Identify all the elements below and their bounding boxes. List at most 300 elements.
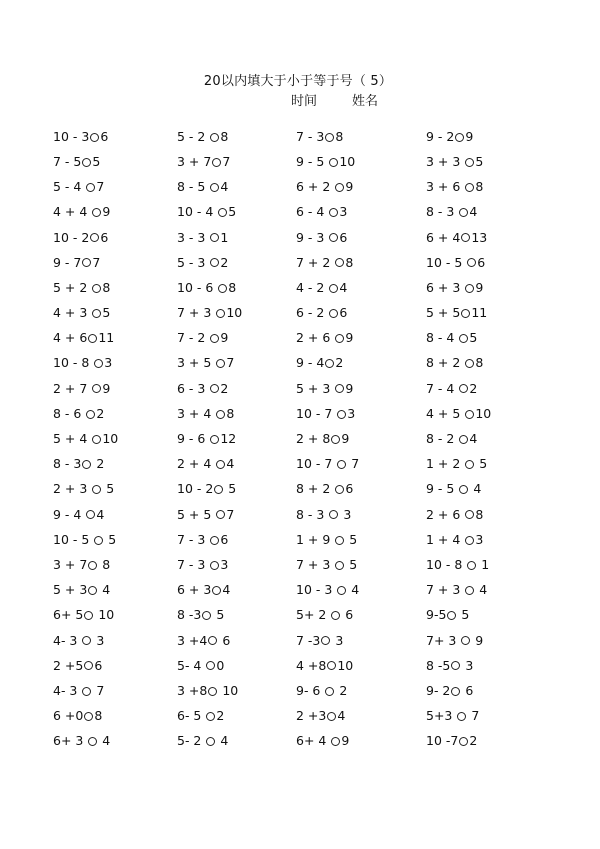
problem-cell xyxy=(177,709,296,723)
answer-circle[interactable] xyxy=(461,309,470,318)
compare-value: 3 xyxy=(347,405,356,421)
problem-expression: 6 +0 xyxy=(53,708,84,724)
answer-circle[interactable] xyxy=(329,510,338,519)
problem-expression: 5 - 2 xyxy=(177,128,210,144)
compare-value: 2 xyxy=(469,380,478,396)
problem-expression: 6 - 3 xyxy=(177,380,210,396)
compare-value: 9 xyxy=(102,380,111,396)
answer-circle[interactable] xyxy=(210,233,219,242)
answer-circle[interactable] xyxy=(216,410,225,419)
problem-expression: 10 - 6 xyxy=(177,279,218,295)
problem-expression: 9- 6 xyxy=(296,682,325,698)
problem-expression: 3 + 3 xyxy=(426,153,465,169)
answer-circle[interactable] xyxy=(90,133,99,142)
compare-value: 10 xyxy=(94,607,115,623)
answer-circle[interactable] xyxy=(86,510,95,519)
problem-cell xyxy=(296,735,426,749)
problem-cell xyxy=(177,457,296,471)
compare-value: 6 xyxy=(218,632,231,648)
problem-cell xyxy=(177,357,296,371)
problem-cell xyxy=(53,457,177,471)
compare-value: 6 xyxy=(477,254,486,270)
problem-cell xyxy=(426,508,573,522)
answer-circle[interactable] xyxy=(208,636,217,645)
answer-circle[interactable] xyxy=(331,435,340,444)
answer-circle[interactable] xyxy=(451,687,460,696)
answer-circle[interactable] xyxy=(455,133,464,142)
compare-value: 6 xyxy=(461,682,474,698)
problem-cell xyxy=(296,583,426,597)
answer-circle[interactable] xyxy=(465,359,474,368)
answer-circle[interactable] xyxy=(465,536,474,545)
problem-cell xyxy=(296,558,426,572)
problem-cell xyxy=(426,483,573,497)
problem-expression: 9 - 6 xyxy=(177,431,210,446)
compare-value: 11 xyxy=(98,330,115,346)
problem-expression: 6+ 5 xyxy=(53,607,84,623)
answer-circle[interactable] xyxy=(465,510,474,519)
answer-circle[interactable] xyxy=(206,661,215,670)
problem-cell xyxy=(177,609,296,623)
answer-circle[interactable] xyxy=(208,687,217,696)
problem-expression: 8 + 2 xyxy=(296,481,335,497)
problem-cell xyxy=(177,180,296,194)
compare-value: 10 xyxy=(226,305,243,321)
problem-cell xyxy=(177,407,296,421)
problem-cell xyxy=(53,735,177,749)
problem-cell xyxy=(426,609,573,623)
answer-circle[interactable] xyxy=(325,359,334,368)
answer-circle[interactable] xyxy=(329,309,338,318)
problem-expression: 9 - 7 xyxy=(53,254,82,270)
problem-expression: 7 + 2 xyxy=(296,254,335,270)
problem-expression: 5+3 xyxy=(426,708,457,724)
problem-cell xyxy=(53,634,177,648)
problem-cell xyxy=(53,130,177,144)
answer-circle[interactable] xyxy=(327,712,336,721)
compare-value: 6 xyxy=(341,607,354,623)
answer-circle[interactable] xyxy=(210,334,219,343)
answer-circle[interactable] xyxy=(459,737,468,746)
problem-grid xyxy=(53,130,573,760)
problem-expression: 8 - 5 xyxy=(177,179,210,195)
problem-expression: 7 - 3 xyxy=(177,531,210,547)
answer-circle[interactable] xyxy=(335,536,344,545)
problem-cell xyxy=(296,709,426,723)
problem-expression: 3 +4 xyxy=(177,632,208,648)
problem-expression: 7 - 5 xyxy=(53,153,82,169)
problem-cell xyxy=(177,306,296,320)
problem-expression: 2 +5 xyxy=(53,657,84,673)
problem-expression: 5 + 3 xyxy=(53,582,88,598)
answer-circle[interactable] xyxy=(325,687,334,696)
answer-circle[interactable] xyxy=(337,410,346,419)
problem-expression: 5- 4 xyxy=(177,657,206,673)
compare-value: 2 xyxy=(335,355,344,371)
problem-cell xyxy=(53,206,177,220)
answer-circle[interactable] xyxy=(337,460,346,469)
problem-cell xyxy=(426,231,573,245)
problem-cell xyxy=(53,558,177,572)
answer-circle[interactable] xyxy=(88,561,97,570)
compare-value: 9 xyxy=(345,330,354,346)
answer-circle[interactable] xyxy=(82,158,91,167)
problem-expression: 8 - 3 xyxy=(296,506,329,522)
compare-value: 5 xyxy=(104,531,117,547)
problem-expression: 6 - 4 xyxy=(296,204,329,220)
problem-expression: 5 - 3 xyxy=(177,254,210,270)
answer-circle[interactable] xyxy=(210,384,219,393)
compare-value: 2 xyxy=(96,405,105,421)
answer-circle[interactable] xyxy=(82,258,91,267)
answer-circle[interactable] xyxy=(335,334,344,343)
answer-circle[interactable] xyxy=(210,561,219,570)
answer-circle[interactable] xyxy=(465,158,474,167)
compare-value: 9 xyxy=(341,431,350,446)
answer-circle[interactable] xyxy=(82,687,91,696)
problem-expression: 9 - 3 xyxy=(296,229,329,245)
answer-circle[interactable] xyxy=(459,435,468,444)
answer-circle[interactable] xyxy=(459,208,468,217)
problem-cell xyxy=(296,231,426,245)
problem-cell xyxy=(53,180,177,194)
problem-expression: 7 - 3 xyxy=(296,128,325,144)
answer-circle[interactable] xyxy=(84,611,93,620)
problem-cell xyxy=(296,155,426,169)
problem-cell xyxy=(53,155,177,169)
compare-value: 2 xyxy=(220,380,229,396)
answer-circle[interactable] xyxy=(467,561,476,570)
problem-cell xyxy=(177,432,296,446)
problem-expression: 9-5 xyxy=(426,607,447,623)
problem-cell xyxy=(426,130,573,144)
compare-value: 7 xyxy=(222,153,231,169)
compare-value: 3 xyxy=(339,506,352,522)
answer-circle[interactable] xyxy=(86,183,95,192)
problem-expression: 7 + 3 xyxy=(426,582,465,598)
problem-cell xyxy=(53,483,177,497)
problem-cell xyxy=(426,432,573,446)
problem-cell xyxy=(296,130,426,144)
problem-cell xyxy=(296,206,426,220)
problem-expression: 6+ 4 xyxy=(296,733,331,749)
problem-cell xyxy=(426,558,573,572)
problem-cell xyxy=(426,256,573,270)
answer-circle[interactable] xyxy=(216,460,225,469)
answer-circle[interactable] xyxy=(206,712,215,721)
compare-value: 3 xyxy=(220,556,229,572)
answer-circle[interactable] xyxy=(202,611,211,620)
problem-expression: 8 -5 xyxy=(426,657,451,673)
compare-value: 4 xyxy=(98,733,111,749)
problem-expression: 7 - 4 xyxy=(426,380,459,396)
compare-value: 6 xyxy=(339,229,348,245)
answer-circle[interactable] xyxy=(218,284,227,293)
problem-expression: 10 - 3 xyxy=(53,128,90,144)
problem-expression: 6 + 3 xyxy=(426,279,465,295)
answer-circle[interactable] xyxy=(92,485,101,494)
answer-circle[interactable] xyxy=(94,536,103,545)
compare-value: 7 xyxy=(226,355,235,371)
answer-circle[interactable] xyxy=(329,284,338,293)
problem-expression: 10 - 4 xyxy=(177,204,218,220)
problem-expression: 3 +8 xyxy=(177,682,208,698)
problem-cell xyxy=(426,735,573,749)
problem-expression: 4 - 2 xyxy=(296,279,329,295)
problem-expression: 5 + 4 xyxy=(53,431,92,446)
problem-cell xyxy=(296,533,426,547)
compare-value: 3 xyxy=(331,632,344,648)
problem-cell xyxy=(426,155,573,169)
answer-circle[interactable] xyxy=(459,485,468,494)
problem-cell xyxy=(426,407,573,421)
answer-circle[interactable] xyxy=(216,510,225,519)
compare-value: 6 xyxy=(220,531,229,547)
problem-expression: 8 + 2 xyxy=(426,355,465,371)
answer-circle[interactable] xyxy=(88,737,97,746)
answer-circle[interactable] xyxy=(465,586,474,595)
compare-value: 7 xyxy=(226,506,235,522)
answer-circle[interactable] xyxy=(212,158,221,167)
problem-cell xyxy=(177,659,296,673)
answer-circle[interactable] xyxy=(88,586,97,595)
problem-cell xyxy=(426,206,573,220)
compare-value: 2 xyxy=(469,733,478,749)
answer-circle[interactable] xyxy=(467,258,476,267)
compare-value: 10 xyxy=(475,405,492,421)
answer-circle[interactable] xyxy=(84,712,93,721)
problem-cell xyxy=(426,332,573,346)
answer-circle[interactable] xyxy=(461,636,470,645)
problem-cell xyxy=(53,659,177,673)
compare-value: 8 xyxy=(335,128,344,144)
compare-value: 8 xyxy=(475,506,484,522)
compare-value: 7 xyxy=(347,456,360,472)
answer-circle[interactable] xyxy=(82,460,91,469)
compare-value: 3 xyxy=(461,657,474,673)
problem-cell xyxy=(53,382,177,396)
problem-cell xyxy=(426,634,573,648)
problem-expression: 2 + 7 xyxy=(53,380,92,396)
problem-cell xyxy=(177,533,296,547)
problem-cell xyxy=(177,231,296,245)
problem-expression: 4 + 6 xyxy=(53,330,88,346)
answer-circle[interactable] xyxy=(451,661,460,670)
problem-cell xyxy=(53,256,177,270)
answer-circle[interactable] xyxy=(216,359,225,368)
answer-circle[interactable] xyxy=(210,258,219,267)
answer-circle[interactable] xyxy=(92,435,101,444)
answer-circle[interactable] xyxy=(92,309,101,318)
answer-circle[interactable] xyxy=(92,208,101,217)
answer-circle[interactable] xyxy=(465,410,474,419)
compare-value: 4 xyxy=(226,456,235,472)
problem-expression: 5 + 3 xyxy=(296,380,335,396)
answer-circle[interactable] xyxy=(214,485,223,494)
answer-circle[interactable] xyxy=(329,208,338,217)
answer-circle[interactable] xyxy=(459,334,468,343)
answer-circle[interactable] xyxy=(447,611,456,620)
answer-circle[interactable] xyxy=(210,536,219,545)
compare-value: 6 xyxy=(100,128,109,144)
answer-circle[interactable] xyxy=(210,133,219,142)
answer-circle[interactable] xyxy=(92,384,101,393)
compare-value: 10 xyxy=(102,431,119,446)
problem-cell xyxy=(296,508,426,522)
problem-cell xyxy=(296,634,426,648)
problem-expression: 7 - 2 xyxy=(177,330,210,346)
problem-cell xyxy=(296,457,426,471)
problem-expression: 9 - 2 xyxy=(426,128,455,144)
compare-value: 2 xyxy=(220,254,229,270)
answer-circle[interactable] xyxy=(337,586,346,595)
answer-circle[interactable] xyxy=(329,233,338,242)
problem-expression: 4- 3 xyxy=(53,632,82,648)
problem-expression: 6 + 3 xyxy=(177,582,212,598)
answer-circle[interactable] xyxy=(335,384,344,393)
compare-value: 2 xyxy=(92,456,105,472)
answer-circle[interactable] xyxy=(461,233,470,242)
compare-value: 1 xyxy=(220,229,229,245)
answer-circle[interactable] xyxy=(212,586,221,595)
answer-circle[interactable] xyxy=(331,737,340,746)
compare-value: 11 xyxy=(471,305,488,321)
compare-value: 7 xyxy=(92,682,105,698)
answer-circle[interactable] xyxy=(329,158,338,167)
compare-value: 4 xyxy=(98,582,111,598)
answer-circle[interactable] xyxy=(88,334,97,343)
answer-circle[interactable] xyxy=(94,359,103,368)
answer-circle[interactable] xyxy=(335,561,344,570)
compare-value: 4 xyxy=(347,582,360,598)
compare-value: 6 xyxy=(345,481,354,497)
problem-expression: 8 -3 xyxy=(177,607,202,623)
compare-value: 0 xyxy=(216,657,225,673)
problem-cell xyxy=(426,180,573,194)
answer-circle[interactable] xyxy=(465,284,474,293)
problem-cell xyxy=(53,684,177,698)
problem-cell xyxy=(177,583,296,597)
compare-value: 5 xyxy=(475,153,484,169)
problem-cell xyxy=(296,407,426,421)
answer-circle[interactable] xyxy=(335,485,344,494)
problem-cell xyxy=(53,407,177,421)
compare-value: 8 xyxy=(345,254,354,270)
answer-circle[interactable] xyxy=(206,737,215,746)
problem-expression: 5 - 4 xyxy=(53,179,86,195)
answer-circle[interactable] xyxy=(457,712,466,721)
compare-value: 3 xyxy=(92,632,105,648)
problem-cell xyxy=(296,483,426,497)
compare-value: 7 xyxy=(92,254,101,270)
compare-value: 2 xyxy=(335,682,348,698)
compare-value: 5 xyxy=(212,607,225,623)
compare-value: 4 xyxy=(475,582,488,598)
problem-expression: 10 -7 xyxy=(426,733,459,749)
answer-circle[interactable] xyxy=(90,233,99,242)
problem-cell xyxy=(53,281,177,295)
compare-value: 13 xyxy=(471,229,488,245)
problem-expression: 10 - 2 xyxy=(53,229,90,245)
answer-circle[interactable] xyxy=(335,183,344,192)
problem-cell xyxy=(53,508,177,522)
compare-value: 6 xyxy=(94,657,103,673)
problem-expression: 2 + 6 xyxy=(296,330,335,346)
problem-expression: 6 + 2 xyxy=(296,179,335,195)
compare-value: 4 xyxy=(222,582,231,598)
time-label: 时间 xyxy=(291,94,318,109)
problem-expression: 10 - 7 xyxy=(296,405,337,421)
compare-value: 7 xyxy=(96,179,105,195)
answer-circle[interactable] xyxy=(335,258,344,267)
problem-cell xyxy=(426,684,573,698)
answer-circle[interactable] xyxy=(331,611,340,620)
answer-circle[interactable] xyxy=(465,460,474,469)
problem-cell xyxy=(53,533,177,547)
problem-cell xyxy=(426,659,573,673)
problem-expression: 5 + 5 xyxy=(426,305,461,321)
problem-cell xyxy=(426,583,573,597)
problem-cell xyxy=(177,382,296,396)
compare-value: 10 xyxy=(337,657,354,673)
problem-cell xyxy=(177,256,296,270)
answer-circle[interactable] xyxy=(218,208,227,217)
compare-value: 9 xyxy=(341,733,350,749)
answer-circle[interactable] xyxy=(216,309,225,318)
problem-expression: 1 + 9 xyxy=(296,531,335,547)
problem-expression: 10 - 5 xyxy=(426,254,467,270)
answer-circle[interactable] xyxy=(86,410,95,419)
answer-circle[interactable] xyxy=(210,183,219,192)
compare-value: 8 xyxy=(98,556,111,572)
answer-circle[interactable] xyxy=(84,661,93,670)
problem-cell xyxy=(53,609,177,623)
compare-value: 5 xyxy=(469,330,478,346)
compare-value: 8 xyxy=(94,708,103,724)
problem-expression: 8 - 3 xyxy=(53,456,82,472)
compare-value: 9 xyxy=(102,204,111,220)
answer-circle[interactable] xyxy=(82,636,91,645)
answer-circle[interactable] xyxy=(459,384,468,393)
problem-cell xyxy=(53,231,177,245)
problem-expression: 6- 5 xyxy=(177,708,206,724)
problem-cell xyxy=(177,483,296,497)
answer-circle[interactable] xyxy=(210,435,219,444)
compare-value: 3 xyxy=(104,355,113,371)
answer-circle[interactable] xyxy=(321,636,330,645)
problem-expression: 3 + 6 xyxy=(426,179,465,195)
problem-cell xyxy=(296,684,426,698)
problem-expression: 4 +8 xyxy=(296,657,327,673)
problem-cell xyxy=(426,457,573,471)
compare-value: 9 xyxy=(471,632,484,648)
answer-circle[interactable] xyxy=(92,284,101,293)
problem-expression: 9 - 4 xyxy=(296,355,325,371)
compare-value: 4 xyxy=(337,708,346,724)
problem-expression: 10 - 3 xyxy=(296,582,337,598)
problem-expression: 3 + 5 xyxy=(177,355,216,371)
compare-value: 6 xyxy=(339,305,348,321)
problem-expression: 4- 3 xyxy=(53,682,82,698)
problem-cell xyxy=(177,332,296,346)
problem-expression: 10 - 2 xyxy=(177,481,214,497)
problem-expression: 6 - 2 xyxy=(296,305,329,321)
answer-circle[interactable] xyxy=(325,133,334,142)
answer-circle[interactable] xyxy=(465,183,474,192)
answer-circle[interactable] xyxy=(327,661,336,670)
problem-expression: 2 + 4 xyxy=(177,456,216,472)
problem-cell xyxy=(53,583,177,597)
